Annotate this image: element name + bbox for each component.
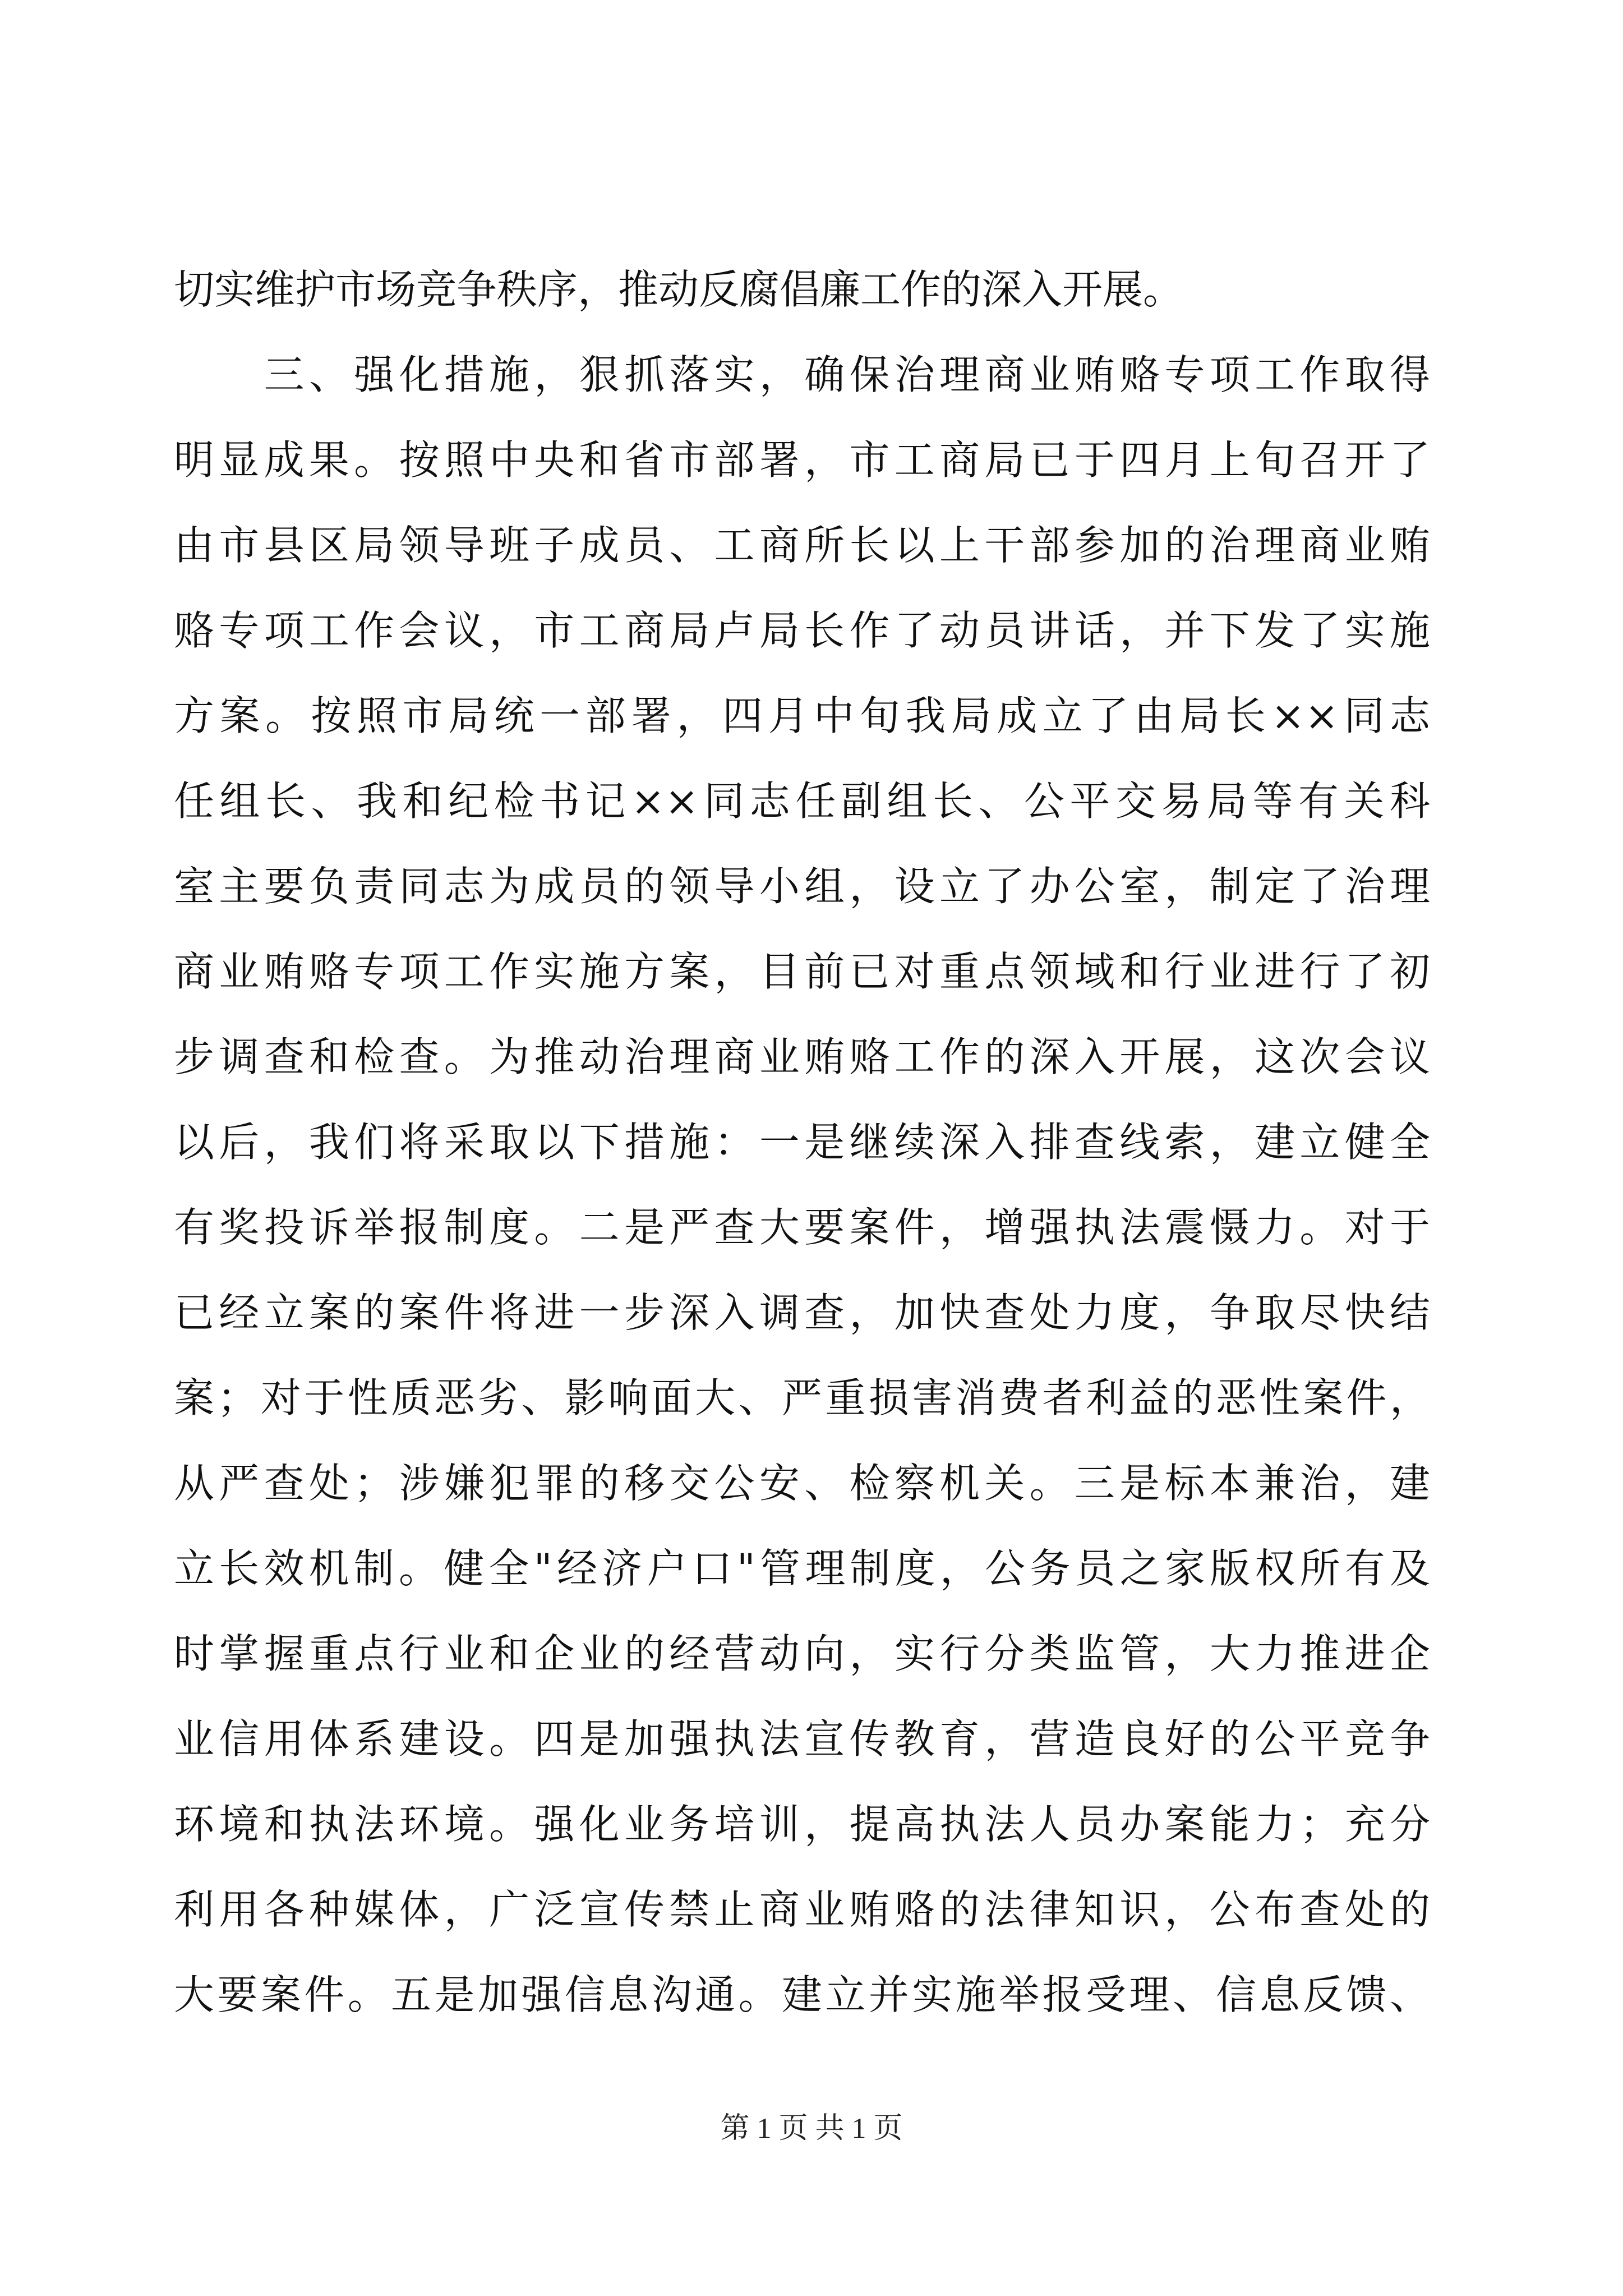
text-line-4: 由市县区局领导班子成员、工商所长以上干部参加的治理商业贿 — [174, 522, 1430, 569]
body-text — [174, 247, 1430, 2037]
text-line-19: 环境和执法环境。强化业务培训，提高执法人员办案能力；充分 — [174, 1801, 1430, 1848]
page-number-footer: 第 1 页 共 1 页 — [720, 2113, 903, 2145]
text-line-11: 以后，我们将采取以下措施：一是继续深入排查线索，建立健全 — [174, 1119, 1430, 1166]
text-line-13: 已经立案的案件将进一步深入调查，加快查处力度，争取尽快结 — [174, 1289, 1430, 1336]
text-line-1: 切实维护市场竞争秩序，推动反腐倡廉工作的深入开展。 — [174, 266, 1184, 313]
text-line-18: 业信用体系建设。四是加强执法宣传教育，营造良好的公平竞争 — [174, 1715, 1430, 1763]
text-line-12: 有奖投诉举报制度。二是严查大要案件，增强执法震慑力。对于 — [174, 1204, 1430, 1251]
text-line-15: 从严查处；涉嫌犯罪的移交公安、检察机关。三是标本兼治，建 — [174, 1460, 1430, 1507]
text-line-2: 三、强化措施，狠抓落实，确保治理商业贿赂专项工作取得 — [174, 351, 1430, 398]
text-line-9: 商业贿赂专项工作实施方案，目前已对重点领域和行业进行了初 — [174, 948, 1430, 995]
text-line-10: 步调查和检查。为推动治理商业贿赂工作的深入开展，这次会议 — [174, 1033, 1430, 1080]
text-line-3: 明显成果。按照中央和省市部署，市工商局已于四月上旬召开了 — [174, 436, 1430, 484]
text-line-16: 立长效机制。健全"经济户口"管理制度，公务员之家版权所有及 — [174, 1545, 1430, 1592]
text-line-5: 赂专项工作会议，市工商局卢局长作了动员讲话，并下发了实施 — [174, 607, 1430, 654]
text-line-14: 案；对于性质恶劣、影响面大、严重损害消费者利益的恶性案件， — [174, 1374, 1430, 1421]
text-line-7: 任组长、我和纪检书记××同志任副组长、公平交易局等有关科 — [174, 777, 1430, 825]
text-line-6: 方案。按照市局统一部署，四月中旬我局成立了由局长××同志 — [174, 692, 1430, 739]
text-line-21: 大要案件。五是加强信息沟通。建立并实施举报受理、信息反馈、 — [174, 1971, 1430, 2018]
text-line-20: 利用各种媒体，广泛宣传禁止商业贿赂的法律知识，公布查处的 — [174, 1886, 1430, 1933]
text-line-8: 室主要负责同志为成员的领导小组，设立了办公室，制定了治理 — [174, 863, 1430, 910]
text-line-17: 时掌握重点行业和企业的经营动向，实行分类监管，大力推进企 — [174, 1630, 1430, 1677]
